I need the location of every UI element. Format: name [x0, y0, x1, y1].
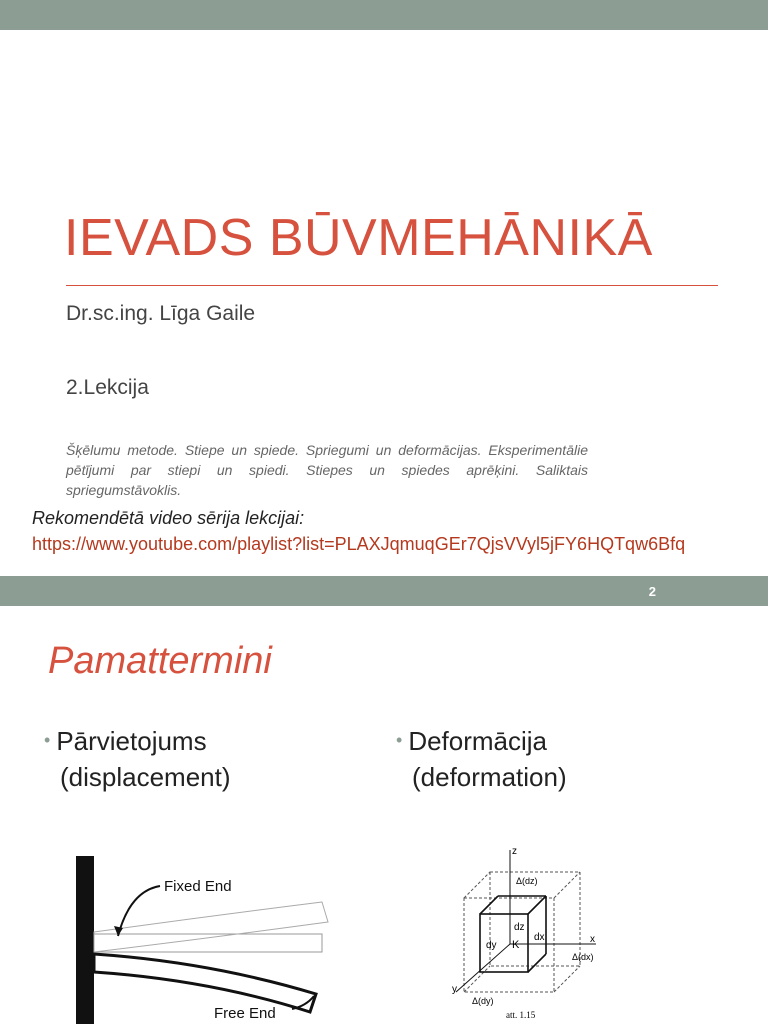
bullet-term: Pārvietojums	[56, 726, 207, 756]
y-axis-label: y	[452, 984, 457, 995]
dz-label: dz	[514, 922, 525, 933]
slide-2-title: Pamattermini	[48, 640, 272, 682]
bullet-dot-icon: •	[44, 730, 51, 750]
bullet-deformation	[396, 722, 567, 795]
lecture-number: 2.Lekcija	[66, 376, 149, 399]
deformation-cube-figure	[446, 842, 606, 1022]
top-header-bar	[0, 0, 768, 30]
bullet-term: Deformācija	[408, 726, 548, 756]
author-name: Dr.sc.ing. Līga Gaile	[66, 302, 256, 325]
slide-separator-bar	[0, 576, 768, 606]
title-divider	[66, 285, 718, 286]
dx-label: dx	[534, 932, 545, 943]
page-number: 2	[648, 584, 656, 599]
video-playlist-link[interactable]: https://www.youtube.com/playlist?list=PLAXJqmuqGEr7QjsVVyl5jFY6HQTqw6Bfq	[32, 534, 686, 554]
fixed-end-label: Fixed End	[164, 878, 232, 895]
bullet-displacement	[44, 722, 231, 795]
lecture-abstract: Šķēlumu metode. Stiepe un spiede. Spriegumi un deformācijas. Eksperimentālie pētījumi par stiepi un spiedi. Stiepes un spiedes aprēķini. Saliktais spriegumstāvoklis.	[66, 442, 588, 498]
figure-caption: att. 1.15	[506, 1010, 536, 1020]
bullet-translation: (deformation)	[412, 762, 567, 792]
bullet-translation: (displacement)	[60, 762, 231, 792]
cantilever-beam-figure	[60, 846, 340, 1024]
delta-dx-label: Δ(dx)	[572, 952, 594, 962]
undeformed-beam	[94, 934, 322, 952]
wall-support	[76, 856, 94, 1024]
bullet-dot-icon: •	[396, 730, 403, 750]
delta-dy-label: Δ(dy)	[472, 996, 494, 1006]
deflected-beam-lower	[94, 954, 316, 1012]
fixed-end-arrow	[118, 886, 160, 936]
z-axis-label: z	[512, 846, 517, 857]
delta-dz-label: Δ(dz)	[516, 876, 538, 886]
video-series-label: Rekomendētā video sērija lekcijai:	[32, 508, 305, 528]
point-k-label: K	[512, 939, 520, 951]
dy-label: dy	[486, 940, 497, 951]
free-end-label: Free End	[214, 1005, 276, 1022]
slide-title: IEVADS BŪVMEHĀNIKĀ	[64, 209, 653, 267]
x-axis-label: x	[590, 934, 595, 945]
